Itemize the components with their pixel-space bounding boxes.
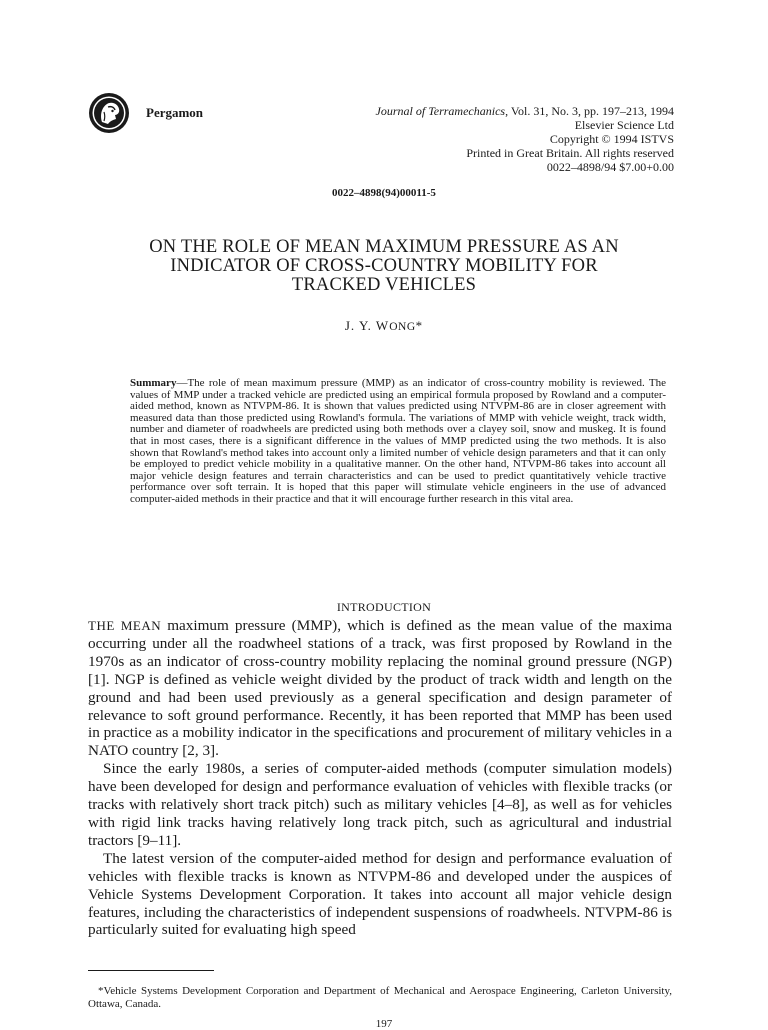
body-paragraph [88, 617, 672, 760]
publisher-name: Pergamon [146, 105, 204, 120]
page-number: 197 [375, 1018, 393, 1030]
journal-info [376, 104, 674, 174]
paragraph-text: maximum pressure (MMP), which is defined as the mean value of the maxima occurring under all the roadwheel stations of a track, was first proposed by Rowland in the 1970s as an indicator of cross-country mobility replacing the nominal ground pressure (NGP) [1]. NGP is defined as vehicle weight divided by the product of track width and length on the ground and had been used previously as a general specification and design parameter of relevance to soft ground performance. Recently, it has been reported that MMP has been used in practice as a mobility indicator in the specifications and procurement of military vehicles in a NATO country [2, 3]. [88, 617, 672, 760]
footnote-divider [88, 970, 214, 971]
footnote [88, 985, 672, 1011]
abstract-label: Summary [130, 377, 177, 389]
title-line: INDICATOR OF CROSS-COUNTRY MOBILITY FOR [170, 256, 598, 276]
journal-citation [376, 104, 674, 118]
journal-rights-line: Printed in Great Britain. All rights reserved [466, 146, 674, 160]
author-surname: ONG [389, 321, 416, 333]
article-pii: 0022–4898(94)00011-5 [332, 187, 436, 199]
title-line: ON THE ROLE OF MEAN MAXIMUM PRESSURE AS AN [149, 237, 619, 257]
author-initials: J. Y. W [344, 318, 390, 333]
abstract [130, 378, 666, 506]
section-heading-introduction: INTRODUCTION [336, 600, 432, 614]
journal-issn-line: 0022–4898/94 $7.00+0.00 [546, 160, 674, 174]
pergamon-logo-icon [88, 92, 130, 134]
journal-publisher-line: Elsevier Science Ltd [574, 118, 674, 132]
body-paragraph: The latest version of the computer-aided method for design and performance evaluation of vehicles with flexible tracks is known as NTVPM-86 and developed under the auspices of Vehicle Systems Development Corporation. It takes into account all major vehicle design features, including the characteristics of independent suspensions of roadwheels. NTVPM-86 is particularly suited for evaluating high speed [88, 849, 672, 939]
body-paragraph: Since the early 1980s, a series of computer-aided methods (computer simulation models) have been developed for design and performance evaluation of vehicles with flexible tracks (or tracks with relatively short track pitch) such as military vehicles [4–8], as well as for vehicles with rigid link tracks having relatively long track pitch, such as agricultural and industrial tractors [9–11]. [88, 760, 672, 849]
paper-title [90, 238, 678, 295]
journal-name: Journal of Terramechanics [375, 104, 506, 118]
abstract-text: —The role of mean maximum pressure (MMP) as an indicator of cross-country mobility is reviewed. The values of MMP under a tracked vehicle are predicted using an empirical formula proposed by Rowland and a computer-aided method, known as NTVPM-86. It is shown that values predicted using NTVPM-86 are in closer agreement with measured data than those predicted using Rowland's formula. The variations of MMP with vehicle weight, track width, number and diameter of roadwheels are predicted using both methods over a clayey soil, snow and muskeg. It is found that in most cases, there is a significant difference in the values of MMP predicted using the two methods. It is also shown that Rowland's method takes into account only a limited number of vehicle design parameters and that it can only be employed to predict vehicle mobility in a qualitative manner. On the other hand, NTVPM-86 takes into account all major vehicle design features and terrain characteristics and can be used to predict quantitatively vehicle tractive performance over soft terrain. It is hoped that this paper will stimulate vehicle engineers in the use of advanced computer-aided methods in their practice and that it will encourage further research in this vital area. [130, 377, 666, 505]
journal-volume: , Vol. 31, No. 3, pp. 197–213, 1994 [505, 104, 674, 118]
author-name [0, 318, 768, 334]
introduction-body [88, 617, 672, 939]
author-footnote-mark: * [415, 318, 424, 333]
title-line: TRACKED VEHICLES [291, 275, 477, 295]
journal-copyright-line: Copyright © 1994 ISTVS [549, 132, 674, 146]
footnote-text: *Vehicle Systems Development Corporation and Department of Mechanical and Aerospace Engineering, Carleton University, Ottawa, Canada. [88, 985, 672, 1010]
lead-small-caps: THE MEAN [88, 618, 162, 633]
